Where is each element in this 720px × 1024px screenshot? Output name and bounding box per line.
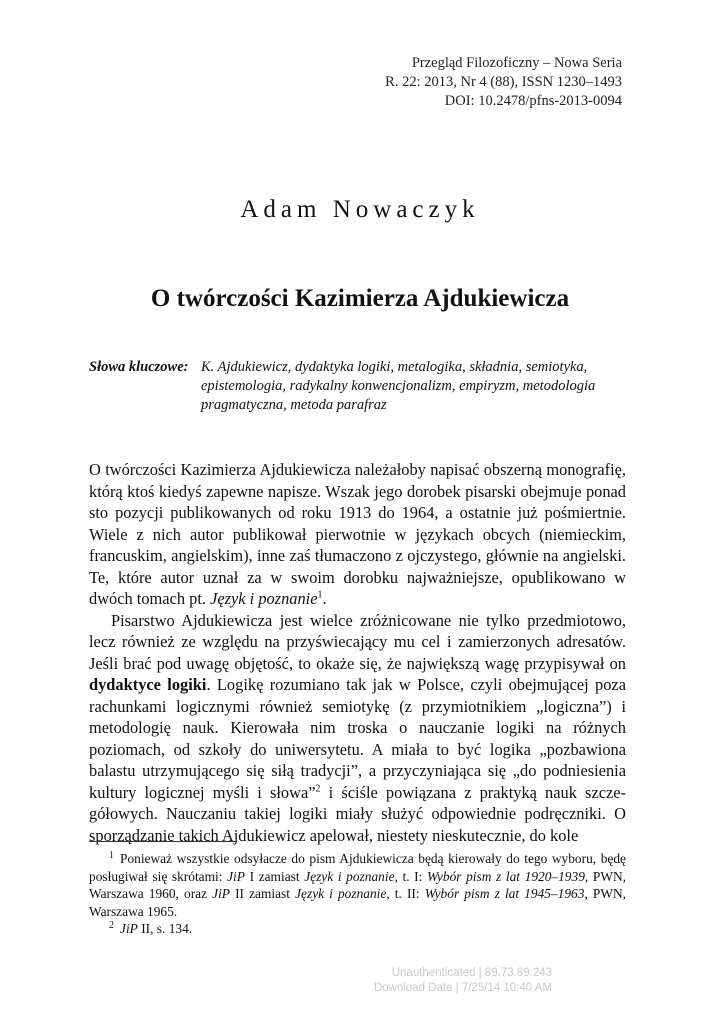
journal-doi: DOI: 10.2478/pfns-2013-0094 — [444, 93, 622, 109]
footnote-1 — [89, 850, 626, 920]
footnote-1-text: , t. I: — [394, 868, 427, 884]
keywords-text: K. Ajdukiewicz, dydaktyka logiki, metalogika, składnia, semiotyka, epistemologia, radykalny konwencjonalizm, empiryzm, metodologia pragmatyczna, metoda parafraz — [201, 359, 596, 413]
p2-text-a: Pisarstwo Ajdukiewicza jest wielce zróżnicowane nie tylko przedmiotowo, lecz również ze względu na przyświecający mu cel i zamierzonych adresatów. Jeśli brać pod uwagę objętość, to okaże się, że największą wagę przypisywał on — [89, 610, 626, 673]
footnote-1-abbrev: JiP — [212, 886, 230, 901]
p1-book-title: Język i poznanie — [210, 589, 318, 608]
footnote-ref-2[interactable]: 2 — [315, 783, 321, 795]
author-name: Adam Nowaczyk — [240, 196, 480, 223]
footnote-2-number: 2 — [109, 919, 114, 931]
footnote-1-text: , PWN, Warszawa 1960, oraz — [89, 868, 626, 901]
paragraph-1 — [89, 459, 626, 610]
footnote-1-subtitle: Wybór pism z lat 1945–1963 — [424, 886, 585, 901]
footnote-1-text: I zamiast — [244, 868, 305, 884]
paragraph-2 — [89, 610, 626, 847]
keywords-block — [89, 358, 629, 415]
footnote-1-text: Ponieważ wszystkie odsyłacze do pism Ajdukiewicza będą kierowały do tego wyboru, będę posługiwał się skrótami: — [89, 851, 626, 884]
footnote-1-subtitle: Wybór pism z lat 1920–1939 — [427, 868, 585, 884]
watermark-ip: Unauthenticated | 89.73.89.243 — [391, 967, 552, 979]
p1-end: . — [322, 589, 327, 608]
footnote-1-text: , t. II: — [386, 886, 425, 901]
p2-bold-term: dydaktyce logiki — [89, 675, 207, 694]
article-body — [89, 459, 626, 846]
footnote-2 — [89, 920, 626, 938]
journal-volume: R. 22: 2013, Nr 4 (88), ISSN 1230–1493 — [385, 74, 622, 90]
footnote-1-title: Język i poznanie — [304, 868, 395, 884]
footnote-1-text: , PWN, Warszawa 1965. — [89, 886, 626, 919]
footnote-1-text: II zamiast — [229, 886, 296, 901]
watermark-date: Download Date | 7/25/14 10:40 AM — [373, 982, 552, 994]
footnotes — [89, 850, 626, 938]
article-title: O twórczości Kazimierza Ajdukiewicza — [150, 285, 570, 312]
footnote-1-number: 1 — [109, 849, 114, 861]
footnote-1-abbrev: JiP — [227, 868, 245, 884]
footnote-divider — [89, 841, 237, 842]
journal-header — [385, 54, 622, 111]
footnote-ref-1[interactable]: 1 — [317, 589, 323, 601]
p1-text: O twórczości Kazimierza Ajdukiewicza należałoby napisać obszerną monografię, którą ktoś kiedyś zapewne napisze. Wszak jego dorobek pisarski obejmuje ponad sto pozycji publikowanych od roku 1913 do 1964, a ostatnie już pośmiertnie. Wiele z nich autor publikował pierwotnie w językach obcych (niemieckim, francuskim, angielskim), inne zaś tłumaczono z ojczystego, głównie na angielski. Te, które autor uznał za w swoim dorobku najważniejsze, opublikowano w dwóch tomach pt. — [89, 460, 626, 608]
download-watermark — [374, 966, 552, 996]
p2-text-b: . Logikę rozumiano tak jak w Polsce, czyli obejmującej poza rachunkami logicznymi również semiotykę (z przymiotnikiem „logiczna”) i metodologię nauk. Kierowała nim troska o nauczanie logiki na różnych poziomach, od szkoły do uniwersytetu. A miała to być logika „pozbawiona balastu utrzymującego się siłą tradycji”, a przyczyniająca się „do podniesienia kultury logicznej myśli i słowa” — [89, 675, 626, 802]
footnote-2-abbrev: JiP — [120, 921, 138, 936]
journal-name: Przegląd Filozoficzny – Nowa Seria — [411, 55, 622, 71]
footnote-2-text: II, s. 134. — [137, 921, 193, 936]
p2-text-c: i ściśle powiązana z praktyką nauk szczegółowych. Nauczaniu takiej logiki miały służyć odpowiednie podręczniki. O sporządzanie takich Ajdukiewicz apelował, niestety nieskutecznie, do kole — [89, 782, 627, 845]
keywords-label: Słowa kluczowe: — [89, 359, 189, 375]
footnote-1-title: Język i poznanie — [295, 886, 387, 901]
